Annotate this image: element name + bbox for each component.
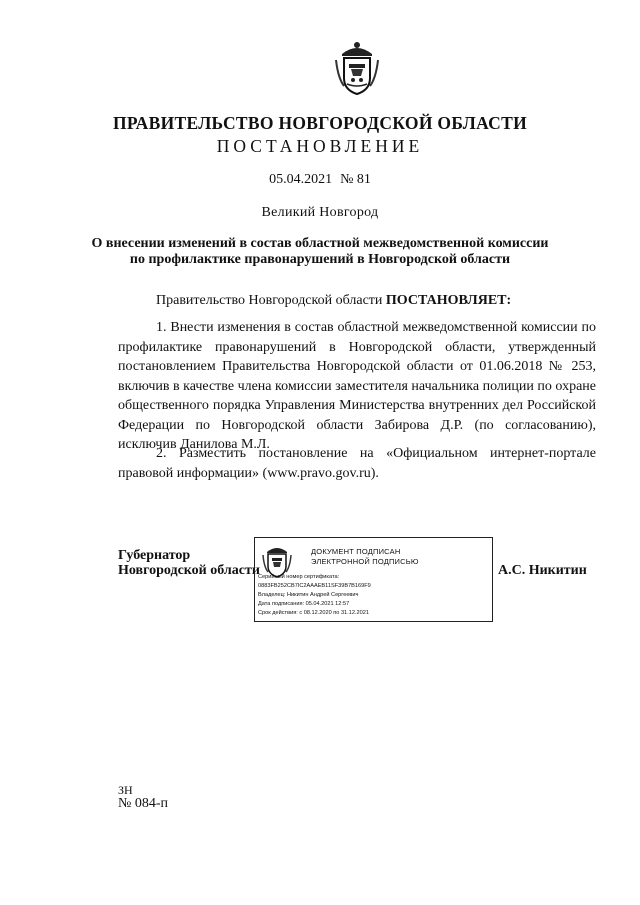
city-name: Великий Новгород	[261, 205, 379, 220]
certificate-validity: Срок действия: с 08.12.2020 по 31.12.2021	[258, 610, 369, 616]
certificate-serial-label: Серийный номер сертификата:	[258, 574, 340, 580]
government-title: ПРАВИТЕЛЬСТВО НОВГОРОДСКОЙ ОБЛАСТИ	[113, 113, 527, 133]
certificate-owner: Владелец: Никитин Андрей Сергеевич	[258, 592, 359, 598]
stamp-heading	[311, 547, 419, 567]
subject-line-2: по профилактике правонарушений в Новгородской области	[129, 252, 511, 267]
signatory-name: А.С. Никитин	[498, 563, 587, 578]
position-line-1: Губернатор	[118, 548, 191, 563]
document-type-title: ПОСТАНОВЛЕНИЕ	[216, 136, 424, 156]
signing-date: Дата подписания: 05.04.2021 12:57	[258, 601, 350, 607]
document-number: № 81	[340, 172, 371, 187]
executor-initials: ЗН	[118, 783, 133, 797]
intro-lead-text: Правительство Новгородской области	[156, 293, 386, 308]
date-number-line	[0, 172, 640, 188]
subject-line-1: О внесении изменений в состав областной межведомственной комиссии	[91, 236, 549, 251]
position-line-2: Новгородской области	[118, 563, 260, 578]
stamp-heading-line-1: ДОКУМЕНТ ПОДПИСАН	[311, 547, 401, 556]
registration-number: № 084-п	[118, 796, 169, 811]
stamp-emblem-icon	[261, 542, 293, 578]
signatory-position	[118, 548, 260, 578]
coat-of-arms-emblem	[334, 38, 380, 96]
document-date: 05.04.2021	[269, 172, 333, 187]
certificate-serial: 0883FB252CB7IC2AAAEB11SF39B7B169F9	[258, 583, 371, 589]
resolution-item-2: 2. Разместить постановление на «Официальном интернет-портале правовой информации» (www.pravo.gov.ru).	[118, 446, 596, 481]
electronic-signature-stamp	[254, 537, 493, 622]
resolution-item-1: 1. Внести изменения в состав областной межведомственной комиссии по профилактике правонарушений в Новгородской области, утвержденный постановлением Правительства Новгородской области от 01.06.2018 № 253, включив в качестве члена комиссии заместителя начальника полиции по охране общественного порядка Управления Министерства внутренних дел Российской Федерации по Новгородской области Забирова Д.Р. (по согласованию), исключив Данилова М.Л.	[118, 320, 596, 452]
stamp-heading-line-2: ЭЛЕКТРОННОЙ ПОДПИСЬЮ	[311, 557, 419, 566]
document-footer	[118, 784, 168, 810]
intro-resolves-word: ПОСТАНОВЛЯЕТ:	[385, 293, 512, 308]
document-subject	[0, 236, 640, 268]
resolution-intro	[118, 291, 596, 311]
